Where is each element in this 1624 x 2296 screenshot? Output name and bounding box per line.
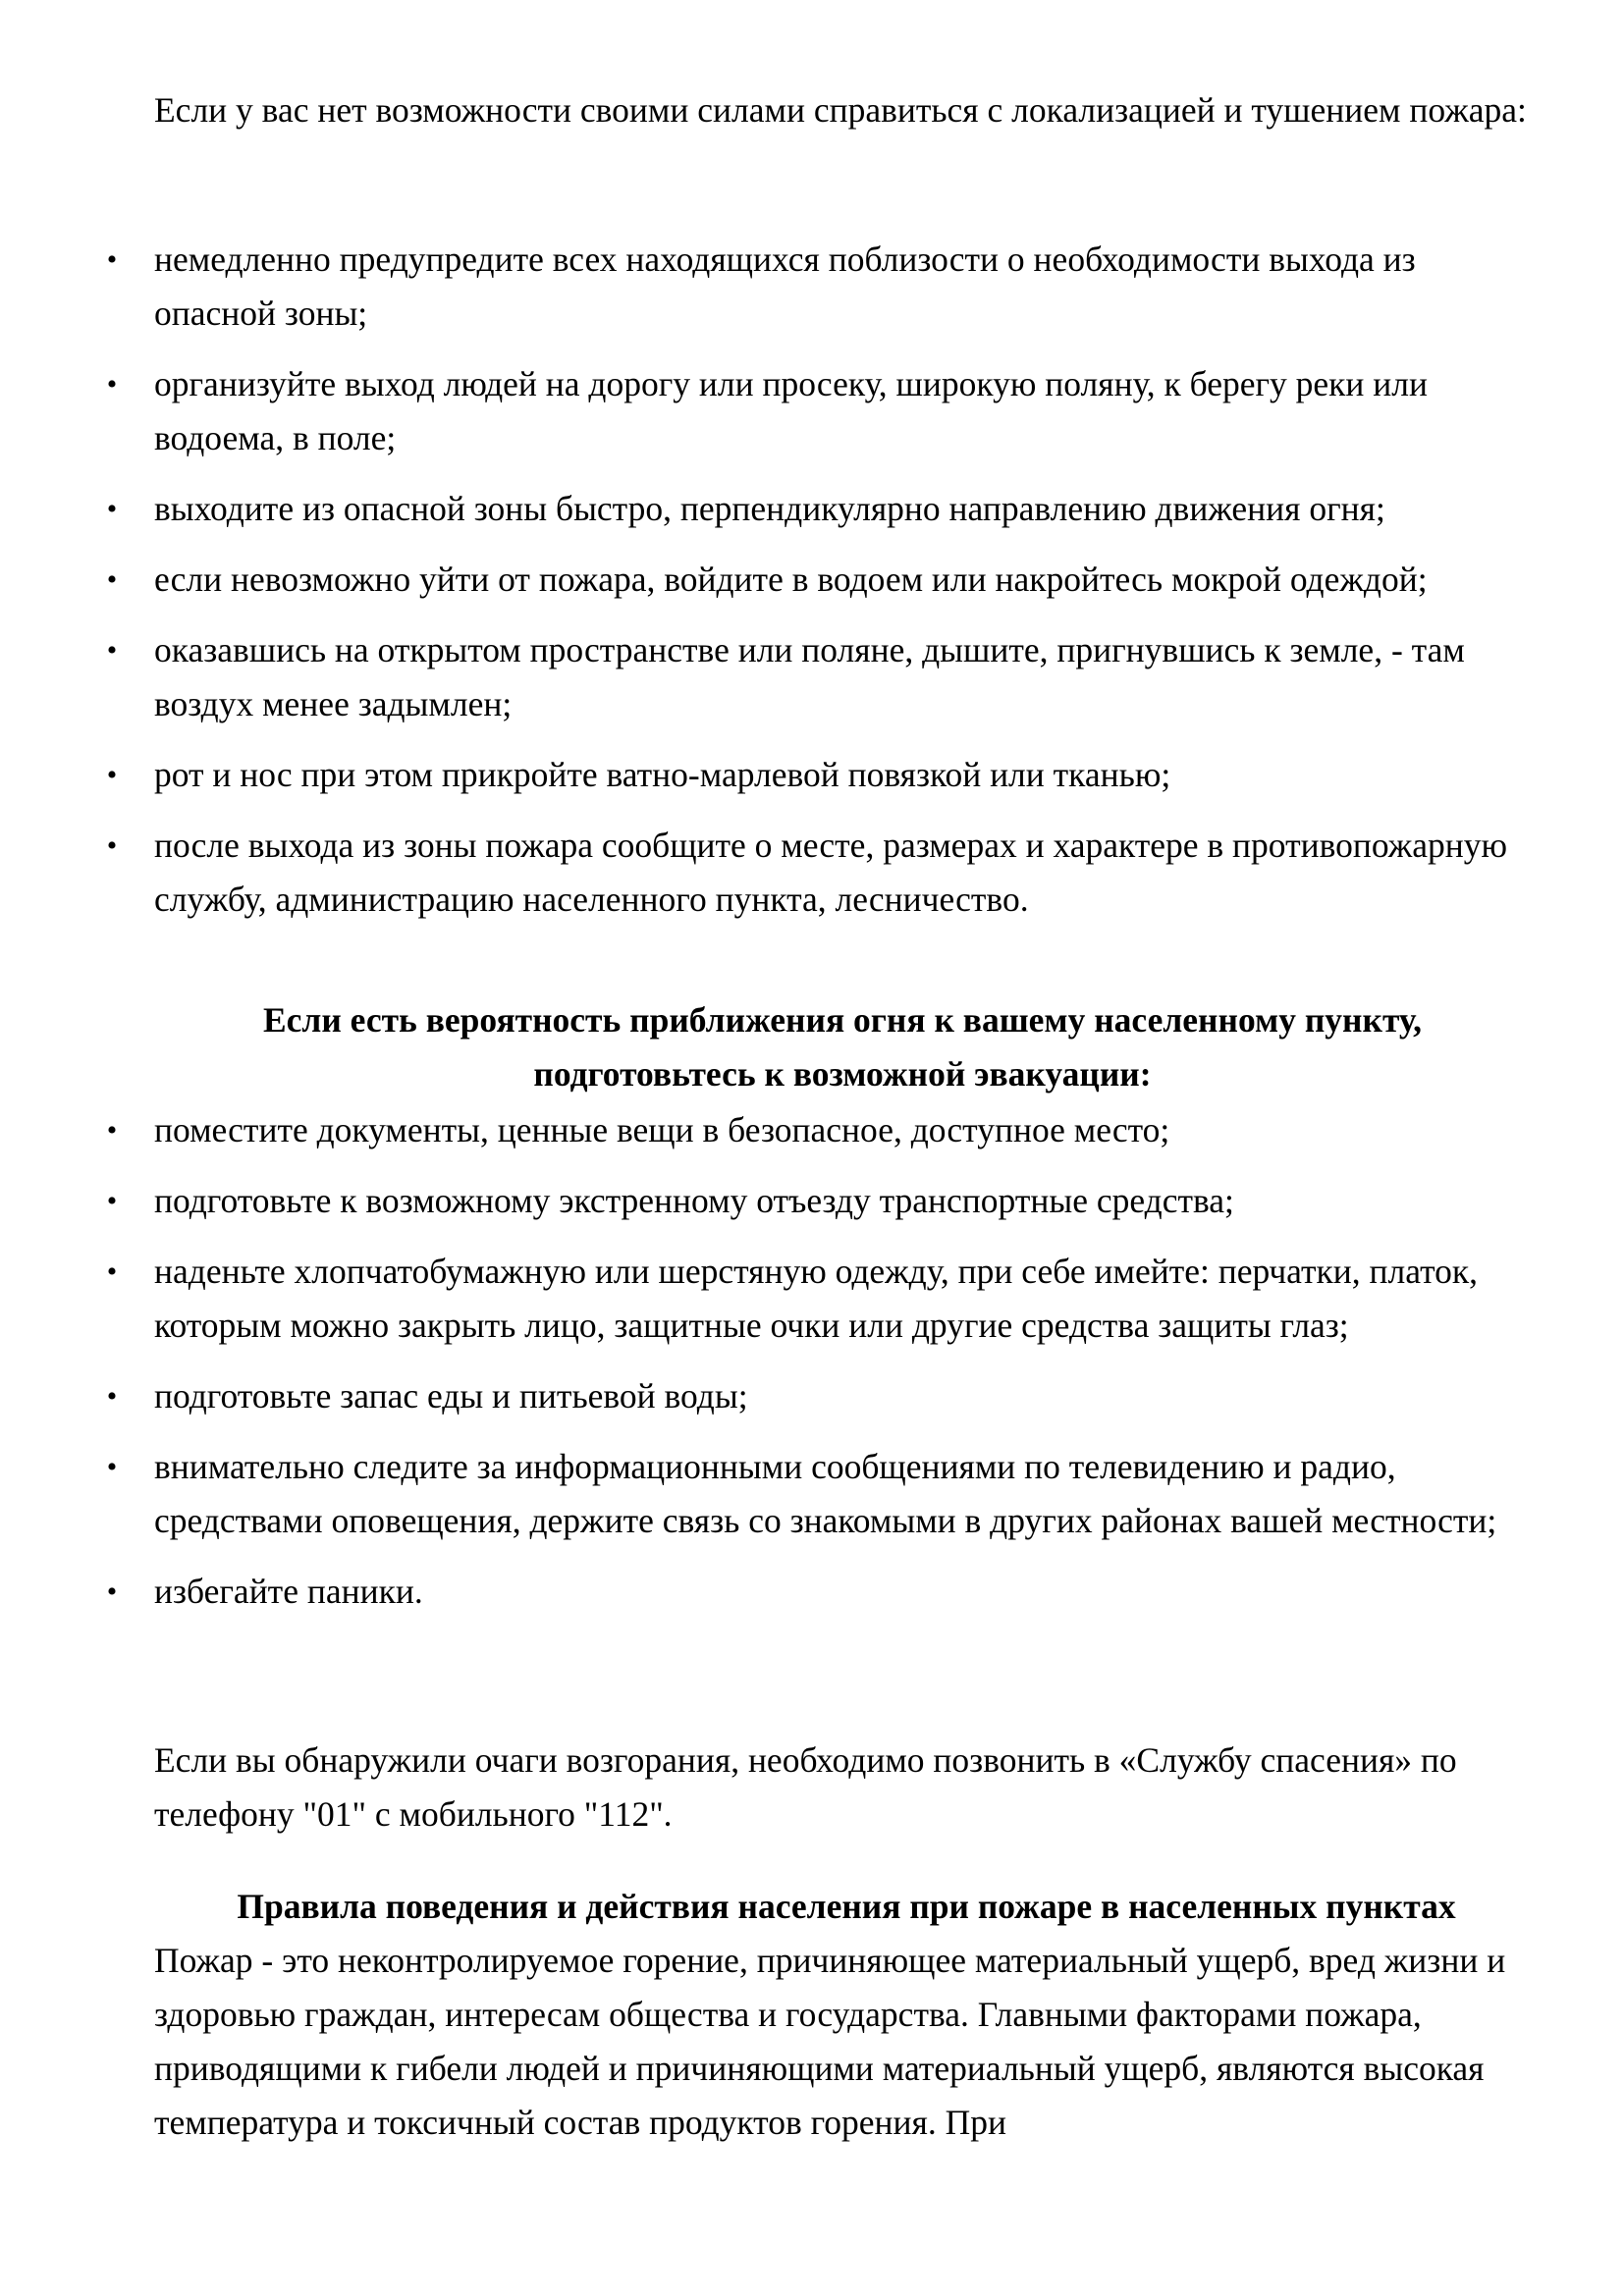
- bullet-icon: •: [106, 634, 118, 667]
- intro-paragraph: Если у вас нет возможности своими силами справиться с локализацией и тушением пожара:: [154, 90, 1527, 130]
- evacuation-heading: Если есть вероятность приближения огня к вашему населенному пункту, подготовьтесь к возможной эвакуации:: [262, 1000, 1422, 1094]
- bullet-icon: •: [106, 563, 118, 596]
- list-item-text: поместите документы, ценные вещи в безопасное, доступное место;: [154, 1110, 1170, 1149]
- list-item-text: организуйте выход людей на дорогу или просеку, широкую поляну, к берегу реки или водоема, в поле;: [154, 364, 1429, 457]
- bullet-icon: •: [106, 1114, 118, 1147]
- bullet-icon: •: [106, 493, 118, 525]
- list-item: [0, 482, 1624, 536]
- list-item: [0, 748, 1624, 802]
- list-item-text: если невозможно уйти от пожара, войдите в водоем или накройтесь мокрой одеждой;: [154, 560, 1428, 599]
- list-item-text: оказавшись на открытом пространстве или поляне, дышите, пригнувшись к земле, - там воздух менее задымлен;: [154, 630, 1465, 723]
- bullet-icon: •: [106, 1451, 118, 1483]
- list-item: [0, 623, 1624, 731]
- list-item: [0, 233, 1624, 341]
- bullet-icon: •: [106, 368, 118, 400]
- list-item: [0, 1103, 1624, 1157]
- list-item-text: подготовьте к возможному экстренному отъезду транспортные средства;: [154, 1181, 1234, 1220]
- list-item-text: немедленно предупредите всех находящихся поблизости о необходимости выхода из опасной зоны;: [154, 240, 1416, 333]
- body-paragraph: Пожар - это неконтролируемое горение, причиняющее материальный ущерб, вред жизни и здоровью граждан, интересам общества и государства. Главными факторами пожара, приводящими к гибели людей и причиняющими материальный ущерб, являются высокая температура и токсичный состав продуктов горения. При: [154, 1941, 1506, 2142]
- list-item: [0, 1245, 1624, 1353]
- list-item-text: подготовьте запас еды и питьевой воды;: [154, 1376, 748, 1415]
- list-item-text: выходите из опасной зоны быстро, перпендикулярно направлению движения огня;: [154, 489, 1385, 528]
- bullet-icon: •: [106, 1380, 118, 1413]
- bullet-icon: •: [106, 243, 118, 276]
- list-item-text: избегайте паники.: [154, 1572, 423, 1611]
- list-item: [0, 357, 1624, 465]
- bullet-icon: •: [106, 759, 118, 791]
- bullet-icon: •: [106, 1575, 118, 1608]
- emergency-call-paragraph: Если вы обнаружили очаги возгорания, необходимо позвонить в «Службу спасения» по телефону "01" с мобильного "112".: [154, 1740, 1457, 1834]
- list-item-text: после выхода из зоны пожара сообщите о месте, размерах и характере в противопожарную службу, администрацию населенного пункта, лесничество.: [154, 826, 1508, 919]
- list-item: [0, 1369, 1624, 1423]
- list-item: [0, 1174, 1624, 1228]
- list-item-text: наденьте хлопчатобумажную или шерстяную одежду, при себе имейте: перчатки, платок, которым можно закрыть лицо, защитные очки или другие средства защиты глаз;: [154, 1252, 1478, 1345]
- evacuation-prep-list: [0, 1103, 1624, 1635]
- escape-actions-list: [0, 233, 1624, 943]
- list-item: [0, 819, 1624, 927]
- bullet-icon: •: [106, 1255, 118, 1288]
- bullet-icon: •: [106, 829, 118, 862]
- list-item-text: внимательно следите за информационными сообщениями по телевидению и радио, средствами оповещения, держите связь со знакомыми в других районах вашей местности;: [154, 1447, 1497, 1540]
- list-item: [0, 553, 1624, 607]
- section-heading: Правила поведения и действия населения при пожаре в населенных пунктах: [237, 1887, 1456, 1926]
- bullet-icon: •: [106, 1185, 118, 1217]
- list-item-text: рот и нос при этом прикройте ватно-марлевой повязкой или тканью;: [154, 755, 1171, 794]
- list-item: [0, 1440, 1624, 1548]
- list-item: [0, 1565, 1624, 1619]
